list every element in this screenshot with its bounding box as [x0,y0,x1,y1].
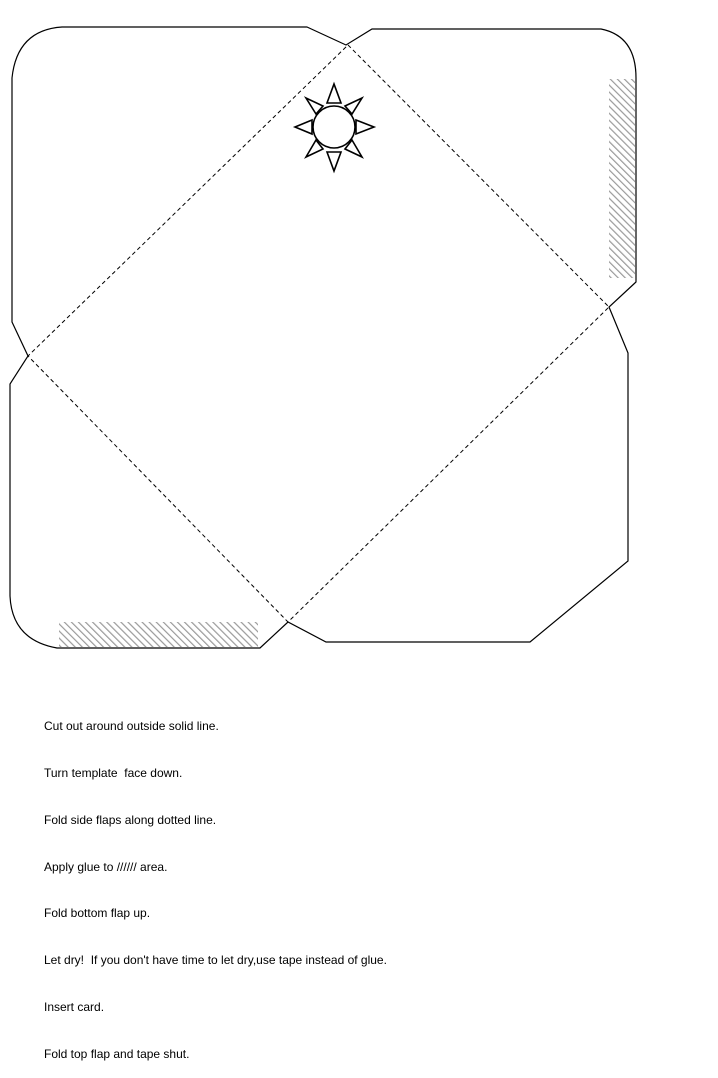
glue-area-bottom [59,622,258,647]
instruction-line: Fold bottom flap up. [44,906,151,921]
instruction-line: Insert card. [44,999,105,1014]
sun-icon [295,84,374,171]
instruction-line: Let dry! If you don't have time to let dry,use tape instead of glue. [44,953,387,968]
instruction-line: Fold side flaps along dotted line. [44,812,217,827]
instruction-line: Cut out around outside solid line. [44,719,219,734]
instructions-list [44,688,387,1078]
instruction-line: Apply glue to ////// area. [44,859,168,874]
instruction-line: Turn template face down. [44,765,183,780]
glue-area-right [609,79,635,278]
instruction-line: Fold top flap and tape shut. [44,1046,190,1061]
